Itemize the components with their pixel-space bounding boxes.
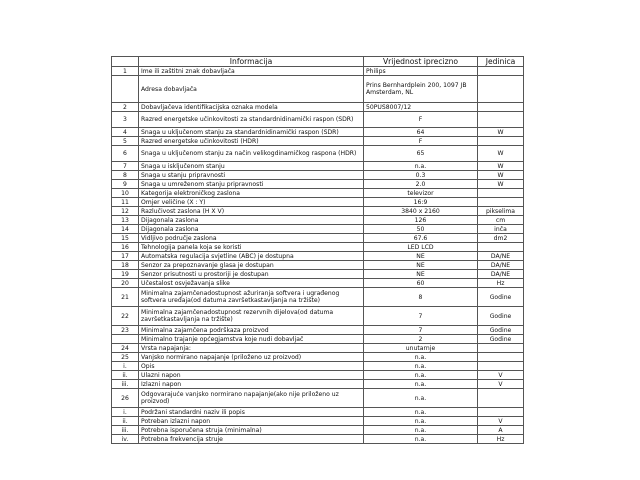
row-value: F — [364, 137, 478, 146]
row-unit: A — [478, 426, 524, 435]
row-value: NE — [364, 261, 478, 270]
row-number: 5 — [112, 137, 139, 146]
row-information: Snaga u isključenom stanju — [139, 162, 364, 171]
row-unit — [478, 198, 524, 207]
table-row — [112, 335, 524, 344]
row-information: Snaga u umreženom stanju pripravnosti — [139, 180, 364, 189]
row-information: Omjer veličine (X : Y) — [139, 198, 364, 207]
row-value: n.a. — [364, 426, 478, 435]
row-information: Vrsta napajanja: — [139, 344, 364, 353]
row-value: n.a. — [364, 362, 478, 371]
row-unit — [478, 243, 524, 252]
table-row — [112, 252, 524, 261]
row-value: 2 — [364, 335, 478, 344]
row-value: F — [364, 112, 478, 128]
row-number: 10 — [112, 189, 139, 198]
table-row — [112, 279, 524, 288]
row-number: 1 — [112, 67, 139, 76]
table-header-row — [112, 57, 524, 67]
row-unit: Godine — [478, 307, 524, 326]
row-number: i. — [112, 362, 139, 371]
row-unit — [478, 103, 524, 112]
row-value: 50 — [364, 225, 478, 234]
row-information: Učestalost osvježavanja slike — [139, 279, 364, 288]
row-information: Dijagonala zaslona — [139, 225, 364, 234]
product-information-table — [111, 56, 524, 444]
row-number: 11 — [112, 198, 139, 207]
row-unit — [478, 353, 524, 362]
row-value: LED LCD — [364, 243, 478, 252]
row-number: 15 — [112, 234, 139, 243]
row-unit — [478, 76, 524, 103]
table-row — [112, 353, 524, 362]
row-number: 8 — [112, 171, 139, 180]
row-value: 8 — [364, 288, 478, 307]
row-information: Ulazni napon — [139, 371, 364, 380]
row-number: 2 — [112, 103, 139, 112]
row-value: n.a. — [364, 162, 478, 171]
row-unit: W — [478, 128, 524, 137]
row-information: Minimalna zajamčena podrškaza proizvod — [139, 326, 364, 335]
row-number: 7 — [112, 162, 139, 171]
table-row — [112, 171, 524, 180]
header-value: Vrijednost iprecizno — [364, 57, 478, 67]
row-value: unutarnje — [364, 344, 478, 353]
table-row — [112, 225, 524, 234]
row-number: 14 — [112, 225, 139, 234]
row-unit: Hz — [478, 435, 524, 444]
row-unit: DA/NE — [478, 252, 524, 261]
row-unit: V — [478, 371, 524, 380]
row-number: 18 — [112, 261, 139, 270]
row-information: Snaga u stanju pripravnosti — [139, 171, 364, 180]
row-value: 65 — [364, 146, 478, 162]
row-number: 3 — [112, 112, 139, 128]
row-number: ii. — [112, 371, 139, 380]
row-value: NE — [364, 252, 478, 261]
row-information: Potreban izlazni napon — [139, 417, 364, 426]
row-value: 126 — [364, 216, 478, 225]
row-unit: pikselima — [478, 207, 524, 216]
table-row — [112, 288, 524, 307]
table-row — [112, 67, 524, 76]
row-value: 64 — [364, 128, 478, 137]
table-row — [112, 162, 524, 171]
table-row — [112, 362, 524, 371]
row-number: 26 — [112, 389, 139, 408]
row-unit: DA/NE — [478, 270, 524, 279]
table-row — [112, 307, 524, 326]
header-unit: Jedinica — [478, 57, 524, 67]
row-unit — [478, 408, 524, 417]
row-value: 50PUS8007/12 — [364, 103, 478, 112]
table-row — [112, 76, 524, 103]
table-row — [112, 198, 524, 207]
row-number: 21 — [112, 288, 139, 307]
row-information: Razred energetske učinkovitosti za standardnidinamički raspon (SDR) — [139, 112, 364, 128]
row-value: n.a. — [364, 389, 478, 408]
row-unit — [478, 389, 524, 408]
row-information: Automatska regulacija svjetline (ABC) je dostupna — [139, 252, 364, 261]
row-value: Philips — [364, 67, 478, 76]
table-row — [112, 207, 524, 216]
row-information: Razlučivost zaslona (H X V) — [139, 207, 364, 216]
row-number: iii. — [112, 380, 139, 389]
row-number: 17 — [112, 252, 139, 261]
row-information: Potrebna isporučena struja (minimalna) — [139, 426, 364, 435]
row-information: Senzor za prepoznavanje glasa je dostupan — [139, 261, 364, 270]
table-row — [112, 270, 524, 279]
row-unit — [478, 189, 524, 198]
row-unit — [478, 137, 524, 146]
table-row — [112, 137, 524, 146]
row-unit: W — [478, 162, 524, 171]
table-row — [112, 216, 524, 225]
row-number: 4 — [112, 128, 139, 137]
row-value: 2.0 — [364, 180, 478, 189]
row-unit: Hz — [478, 279, 524, 288]
row-value: 60 — [364, 279, 478, 288]
row-information: Vidljivo područje zaslona — [139, 234, 364, 243]
row-information: Snaga u uključenom stanju za način velikogdinamičkog raspona (HDR) — [139, 146, 364, 162]
row-unit: Godine — [478, 326, 524, 335]
row-unit: Godine — [478, 335, 524, 344]
row-value: 3840 x 2160 — [364, 207, 478, 216]
row-information: Razred energetske učinkovitosti (HDR) — [139, 137, 364, 146]
row-information: Vanjsko normirano napajanje (priloženo uz proizvod) — [139, 353, 364, 362]
header-number — [112, 57, 139, 67]
row-value: n.a. — [364, 435, 478, 444]
row-number: 20 — [112, 279, 139, 288]
row-information: Dobavljačeva identifikacijska oznaka modela — [139, 103, 364, 112]
table-row — [112, 128, 524, 137]
table-row — [112, 112, 524, 128]
row-number: 13 — [112, 216, 139, 225]
row-information: Izlazni napon — [139, 380, 364, 389]
row-unit: V — [478, 380, 524, 389]
row-information: Snaga u uključenom stanju za standardnidinamički raspon (SDR) — [139, 128, 364, 137]
row-information: Minimalna zajamčenadostupnost ažuriranja softvera i ugrađenog softvera uređaja(od datuma završetkastavljanja na tržište) — [139, 288, 364, 307]
table-row — [112, 344, 524, 353]
row-information: Ime ili zaštitni znak dobavljača — [139, 67, 364, 76]
row-unit — [478, 344, 524, 353]
row-number: 12 — [112, 207, 139, 216]
row-number: i. — [112, 408, 139, 417]
row-unit — [478, 112, 524, 128]
table-row — [112, 234, 524, 243]
row-unit: V — [478, 417, 524, 426]
row-unit: Godine — [478, 288, 524, 307]
row-value: 16:9 — [364, 198, 478, 207]
table-row — [112, 408, 524, 417]
row-unit: W — [478, 180, 524, 189]
row-value: n.a. — [364, 417, 478, 426]
row-value: NE — [364, 270, 478, 279]
row-number: 16 — [112, 243, 139, 252]
row-number: iii. — [112, 426, 139, 435]
row-number: ii. — [112, 417, 139, 426]
row-number: 22 — [112, 307, 139, 326]
row-unit: cm — [478, 216, 524, 225]
table-row — [112, 243, 524, 252]
table-row — [112, 426, 524, 435]
table-row — [112, 417, 524, 426]
row-number: 23 — [112, 326, 139, 335]
row-information: Odgovarajuće vanjsko normirano napajanje(ako nije priloženo uz proizvod) — [139, 389, 364, 408]
row-number — [112, 335, 139, 344]
row-value: n.a. — [364, 408, 478, 417]
row-number: 25 — [112, 353, 139, 362]
row-information: Senzor prisutnosti u prostoriji je dostupan — [139, 270, 364, 279]
row-unit: W — [478, 171, 524, 180]
table-row — [112, 180, 524, 189]
table-row — [112, 435, 524, 444]
row-information: Podržani standardni naziv ili popis — [139, 408, 364, 417]
row-information: Adresa dobavljača — [139, 76, 364, 103]
table-row — [112, 371, 524, 380]
table-row — [112, 146, 524, 162]
table-row — [112, 189, 524, 198]
row-value: Prins Bernhardplein 200, 1097 JB Amsterdam, NL — [364, 76, 478, 103]
row-number: 9 — [112, 180, 139, 189]
row-information: Tehnologija panela koja se koristi — [139, 243, 364, 252]
row-information: Opis — [139, 362, 364, 371]
row-value: 67.6 — [364, 234, 478, 243]
row-unit: DA/NE — [478, 261, 524, 270]
row-value: n.a. — [364, 353, 478, 362]
row-information: Kategorija elektroničkog zaslona — [139, 189, 364, 198]
row-value: televizor — [364, 189, 478, 198]
table-body — [112, 67, 524, 444]
row-unit: dm2 — [478, 234, 524, 243]
row-unit — [478, 362, 524, 371]
row-information: Minimalno trajanje općegjamstva koje nudi dobavljač — [139, 335, 364, 344]
row-number: iv. — [112, 435, 139, 444]
row-value: 7 — [364, 307, 478, 326]
row-number: 6 — [112, 146, 139, 162]
row-unit: inča — [478, 225, 524, 234]
row-number: 19 — [112, 270, 139, 279]
row-information: Minimalna zajamčenadostupnost rezervnih dijelova(od datuma završetkastavljanja na tržište) — [139, 307, 364, 326]
row-value: n.a. — [364, 380, 478, 389]
table-row — [112, 326, 524, 335]
table-row — [112, 261, 524, 270]
row-value: 7 — [364, 326, 478, 335]
row-information: Potrebna frekvencija struje — [139, 435, 364, 444]
row-unit — [478, 67, 524, 76]
row-value: n.a. — [364, 371, 478, 380]
row-unit: W — [478, 146, 524, 162]
header-information: Informacija — [139, 57, 364, 67]
row-information: Dijagonala zaslona — [139, 216, 364, 225]
table-row — [112, 389, 524, 408]
row-value: 0.3 — [364, 171, 478, 180]
row-number: 24 — [112, 344, 139, 353]
row-number — [112, 76, 139, 103]
table-row — [112, 380, 524, 389]
table-row — [112, 103, 524, 112]
